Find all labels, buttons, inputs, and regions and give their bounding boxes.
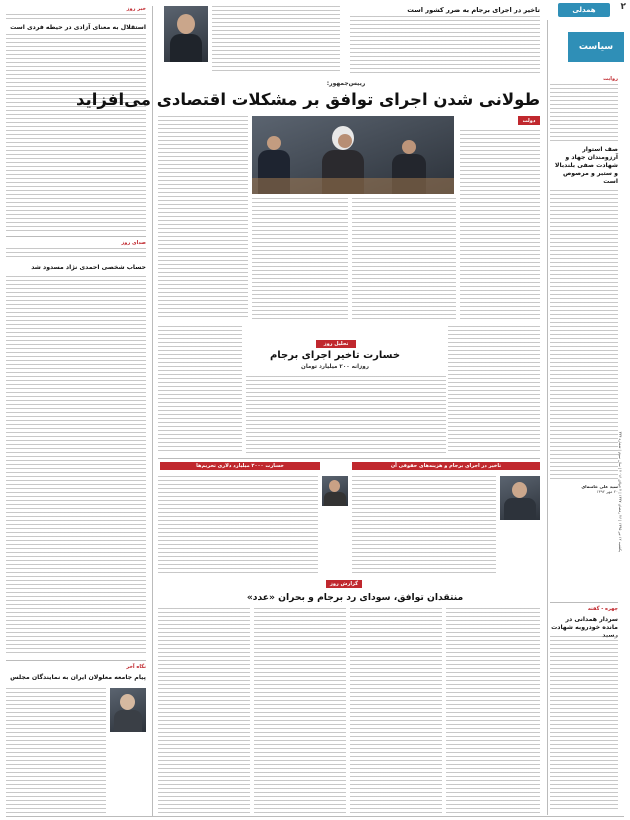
left-divider-1	[6, 236, 146, 237]
left-column	[6, 6, 146, 234]
lead-body-col-1	[460, 130, 540, 320]
sidebar-right	[550, 76, 618, 606]
report-headline: منتقدان توافق، سودای رد برجام و بحران «عدد»	[246, 592, 464, 603]
analysis-body-right	[448, 326, 540, 454]
report-body-col-4	[158, 608, 250, 816]
column-divider-left	[152, 6, 153, 816]
box3-body-text	[6, 688, 106, 816]
lead-photo	[252, 116, 454, 194]
box2-tag: صدای روز	[121, 240, 146, 246]
analysis-headline: خسارت تاخیر اجرای برجام	[269, 350, 401, 361]
section-title-bar: سیاست	[568, 32, 624, 62]
strip-body-left	[158, 476, 318, 574]
analysis-tag: تحلیل روز	[316, 340, 356, 348]
box1-tag: خبر روز	[126, 6, 146, 12]
lead-kicker-text	[350, 16, 540, 74]
box1-lead-text	[6, 14, 146, 22]
sidebar-signature-date: ۲۰ مهر ۱۳۹۲	[596, 489, 618, 494]
lead-headline: طولانی شدن اجرای توافق بر مشکلات اقتصادی می‌افزاید	[76, 90, 540, 109]
left-divider-2	[6, 660, 146, 661]
sidebar-bottom-headline: سردار همدانی در مانده خودروبه شهادت	[551, 616, 618, 631]
sidebar-bottom-tag: چهره - گفته	[587, 606, 618, 612]
analysis-body-mid	[246, 376, 446, 454]
report-body-col-2	[350, 608, 442, 816]
page-number: ۲	[620, 2, 626, 12]
strip-photo-right	[500, 476, 540, 520]
box1-headline: استقلال به معنای آزادی در حیطه فردی است	[10, 24, 146, 31]
masthead-logo: همدلی	[558, 3, 610, 17]
analysis-body-left	[158, 326, 242, 454]
box3-portrait-photo	[110, 688, 146, 732]
page-bottom-rule	[6, 816, 624, 817]
box1-body-text	[6, 34, 146, 234]
box3-headline: پیام جامعه معلولان ایران به نمایندگان مجلس	[10, 674, 146, 681]
strip-divider	[158, 458, 540, 459]
lead-kicker: تاخیر در اجرای برجام به ضرر کشور است	[407, 6, 540, 14]
report-body-col-1	[446, 608, 540, 816]
lead-top-label: رییس‌جمهور:	[326, 80, 366, 87]
lead-tag: دولت	[518, 116, 540, 125]
analysis-subhead: روزانه ۲۰۰ میلیارد تومان	[301, 364, 369, 370]
date-line: یکشنبه ۱۲ تیر ۱۳۹۵ | ۲۶ رمضان ۱۴۳۷ | ۲ جولای ۲۰۱۶ | سال سوم | شماره ۳۳۴	[618, 431, 622, 552]
box3-tag: نگاه آخر	[126, 664, 146, 670]
sidebar-divider	[550, 602, 618, 603]
sidebar-headline: صف استوار آرزومندان جهاد و شهادت صفی بلندبالا و ستبر و مرصوص است	[554, 146, 618, 185]
box2-headline: حساب شخصی احمدی نژاد مسدود شد	[31, 264, 146, 271]
lead-body-col-3	[252, 198, 348, 320]
strip-label-left: خسارت ۲۰۰۰ میلیارد دلاری تحریم‌ها	[160, 462, 320, 470]
lead-body-col-2	[352, 198, 456, 320]
column-divider-right	[547, 20, 548, 815]
sidebar-tag: روایت	[603, 76, 618, 82]
strip-photo-mid	[322, 476, 348, 506]
lead-column-text	[212, 6, 340, 74]
box2-lead-text	[6, 248, 146, 260]
report-body-col-3	[254, 608, 346, 816]
strip-label-right: تاخیر در اجرای برجام و هزینه‌های حقوقی آن	[352, 462, 540, 470]
sidebar-bottom-text	[550, 636, 618, 812]
portrait-photo	[164, 6, 208, 62]
report-tag: گزارش روز	[326, 580, 362, 588]
lead-body-col-4	[158, 116, 248, 320]
sidebar-body-text	[550, 190, 618, 480]
box2-body-text	[6, 276, 146, 656]
sidebar-signature: سید علی خامنه‌ای	[581, 484, 618, 489]
sidebar-intro-text	[550, 84, 618, 142]
strip-body-right	[352, 476, 496, 574]
